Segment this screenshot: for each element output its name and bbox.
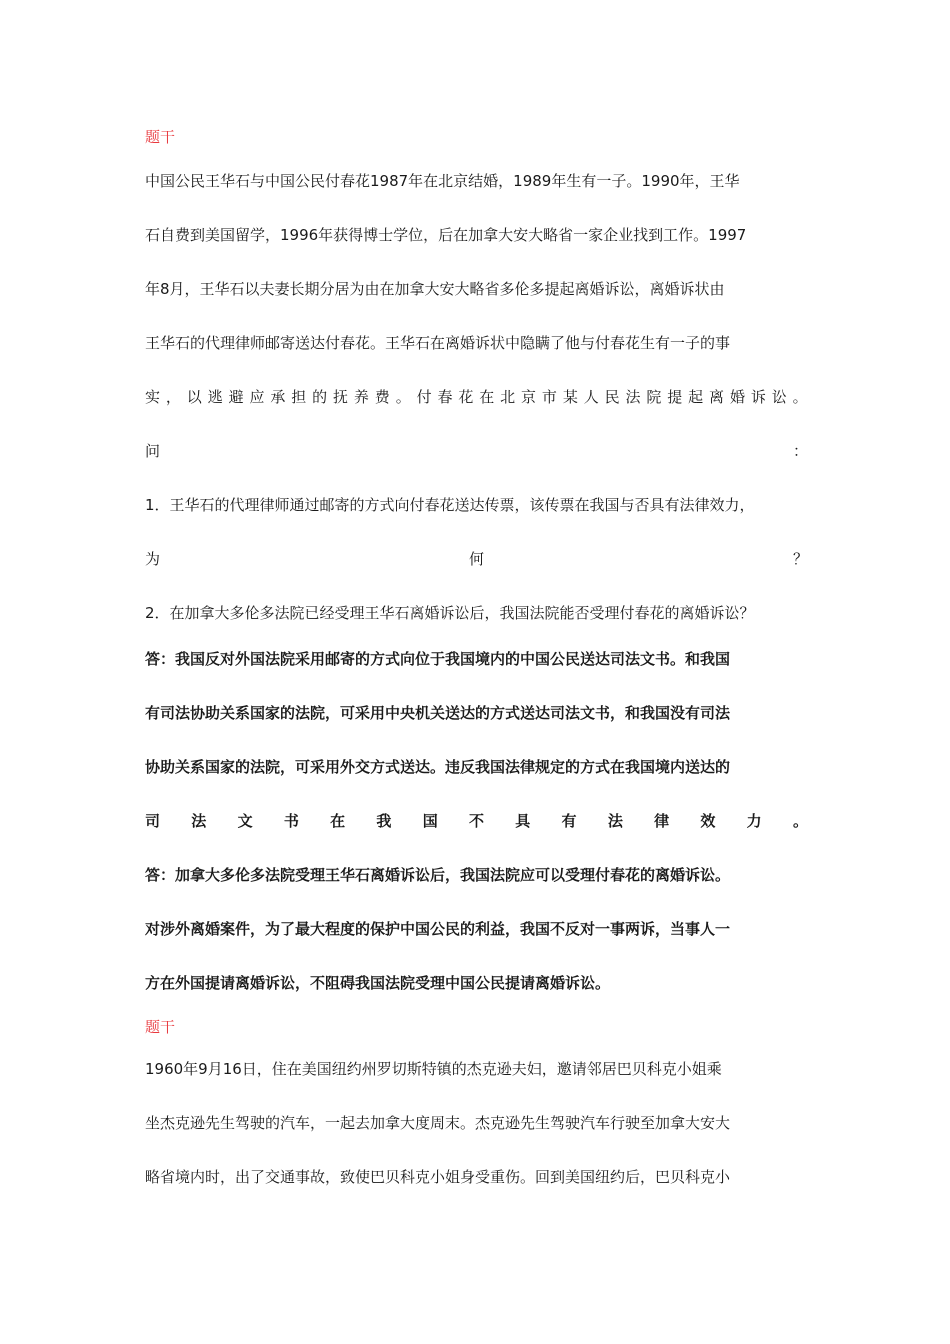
question-1: 1．王华石的代理律师通过邮寄的方式向付春花送达传票，该传票在我国与否具有法律效力， <box>145 496 755 514</box>
answer-1-last-line <box>145 811 808 831</box>
distributed-char: 花 <box>458 388 474 406</box>
distributed-char: 。 <box>792 812 808 830</box>
question-prompt-line <box>145 441 808 461</box>
distributed-char: 应 <box>249 388 265 406</box>
distributed-char: 抚 <box>333 388 349 406</box>
distributed-char: 力 <box>746 812 762 830</box>
distributed-char: 在 <box>330 812 346 830</box>
distributed-char: 国 <box>422 812 438 830</box>
section-heading: 题干 <box>145 128 176 146</box>
distributed-char: 书 <box>283 812 299 830</box>
distributed-char: 民 <box>604 388 620 406</box>
distributed-char: ， <box>165 388 181 406</box>
paragraph-line: 年8月，王华石以夫妻长期分居为由在加拿大安大略省多伦多提起离婚诉讼，离婚诉状由 <box>145 280 725 298</box>
distributed-char: 北 <box>500 388 516 406</box>
distributed-char: 院 <box>646 388 662 406</box>
distributed-char: 在 <box>479 388 495 406</box>
distributed-char: 文 <box>237 812 253 830</box>
distributed-char: 法 <box>191 812 207 830</box>
distributed-char: 婚 <box>729 388 745 406</box>
paragraph-line: 中国公民王华石与中国公民付春花1987年在北京结婚，1989年生有一子。1990年，王华 <box>145 172 740 190</box>
distributed-char: 养 <box>353 388 369 406</box>
distributed-char: 以 <box>186 388 202 406</box>
paragraph-line: 1960年9月16日，住在美国纽约州罗切斯特镇的杰克逊夫妇，邀请邻居巴贝科克小姐乘 <box>145 1060 722 1078</box>
answer-2-line: 对涉外离婚案件，为了最大程度的保护中国公民的利益，我国不反对一事两诉，当事人一 <box>145 920 731 938</box>
distributed-char: 京 <box>521 388 537 406</box>
answer-1-line: 协助关系国家的法院，可采用外交方式送达。违反我国法律规定的方式在我国境内送达的 <box>145 758 731 776</box>
question-prompt-colon: ： <box>792 442 808 460</box>
question-1-tail-word: ？ <box>792 550 808 568</box>
paragraph-line: 略省境内时，出了交通事故，致使巴贝科克小姐身受重伤。回到美国纽约后，巴贝科克小 <box>145 1168 731 1186</box>
distributed-char: 起 <box>688 388 704 406</box>
distributed-char: 。 <box>395 388 411 406</box>
paragraph-line: 王华石的代理律师邮寄送达付春花。王华石在离婚诉状中隐瞒了他与付春花生有一子的事 <box>145 334 731 352</box>
distributed-char: 不 <box>468 812 484 830</box>
answer-1-line: 答：我国反对外国法院采用邮寄的方式向位于我国境内的中国公民送达司法文书。和我国 <box>145 650 731 668</box>
distributed-char: 律 <box>654 812 670 830</box>
distributed-char: 费 <box>374 388 390 406</box>
distributed-char: 付 <box>416 388 432 406</box>
distributed-char: 的 <box>312 388 328 406</box>
distributed-char: 市 <box>541 388 557 406</box>
paragraph-line: 坐杰克逊先生驾驶的汽车，一起去加拿大度周末。杰克逊先生驾驶汽车行驶至加拿大安大 <box>145 1114 731 1132</box>
distributed-char: 逃 <box>207 388 223 406</box>
question-1-tail <box>145 549 808 569</box>
question-1-tail-word: 为 <box>145 550 161 568</box>
answer-1-line: 有司法协助关系国家的法院，可采用中央机关送达的方式送达司法文书，和我国没有司法 <box>145 704 731 722</box>
distributed-char: 法 <box>625 388 641 406</box>
question-prompt-label: 问 <box>145 442 161 460</box>
distributed-char: 诉 <box>750 388 766 406</box>
paragraph-line: 石自费到美国留学，1996年获得博士学位，后在加拿大安大略省一家企业找到工作。1997 <box>145 226 747 244</box>
justified-line <box>145 387 808 407</box>
distributed-char: 。 <box>792 388 808 406</box>
distributed-char: 我 <box>376 812 392 830</box>
distributed-char: 有 <box>561 812 577 830</box>
distributed-char: 某 <box>562 388 578 406</box>
distributed-char: 人 <box>583 388 599 406</box>
distributed-char: 讼 <box>771 388 787 406</box>
answer-2-line: 答：加拿大多伦多法院受理王华石离婚诉讼后，我国法院应可以受理付春花的离婚诉讼。 <box>145 866 731 884</box>
question-1-tail-word: 何 <box>468 550 484 568</box>
distributed-char: 避 <box>228 388 244 406</box>
distributed-char: 提 <box>667 388 683 406</box>
answer-2-line: 方在外国提请离婚诉讼，不阻碍我国法院受理中国公民提请离婚诉讼。 <box>145 974 611 992</box>
question-2: 2．在加拿大多伦多法院已经受理王华石离婚诉讼后，我国法院能否受理付春花的离婚诉讼？ <box>145 604 755 622</box>
distributed-char: 承 <box>270 388 286 406</box>
distributed-char: 司 <box>145 812 161 830</box>
distributed-char: 担 <box>291 388 307 406</box>
distributed-char: 春 <box>437 388 453 406</box>
section-heading: 题干 <box>145 1018 176 1036</box>
distributed-char: 法 <box>607 812 623 830</box>
distributed-char: 具 <box>515 812 531 830</box>
distributed-char: 离 <box>709 388 725 406</box>
distributed-char: 实 <box>145 388 161 406</box>
distributed-char: 效 <box>700 812 716 830</box>
